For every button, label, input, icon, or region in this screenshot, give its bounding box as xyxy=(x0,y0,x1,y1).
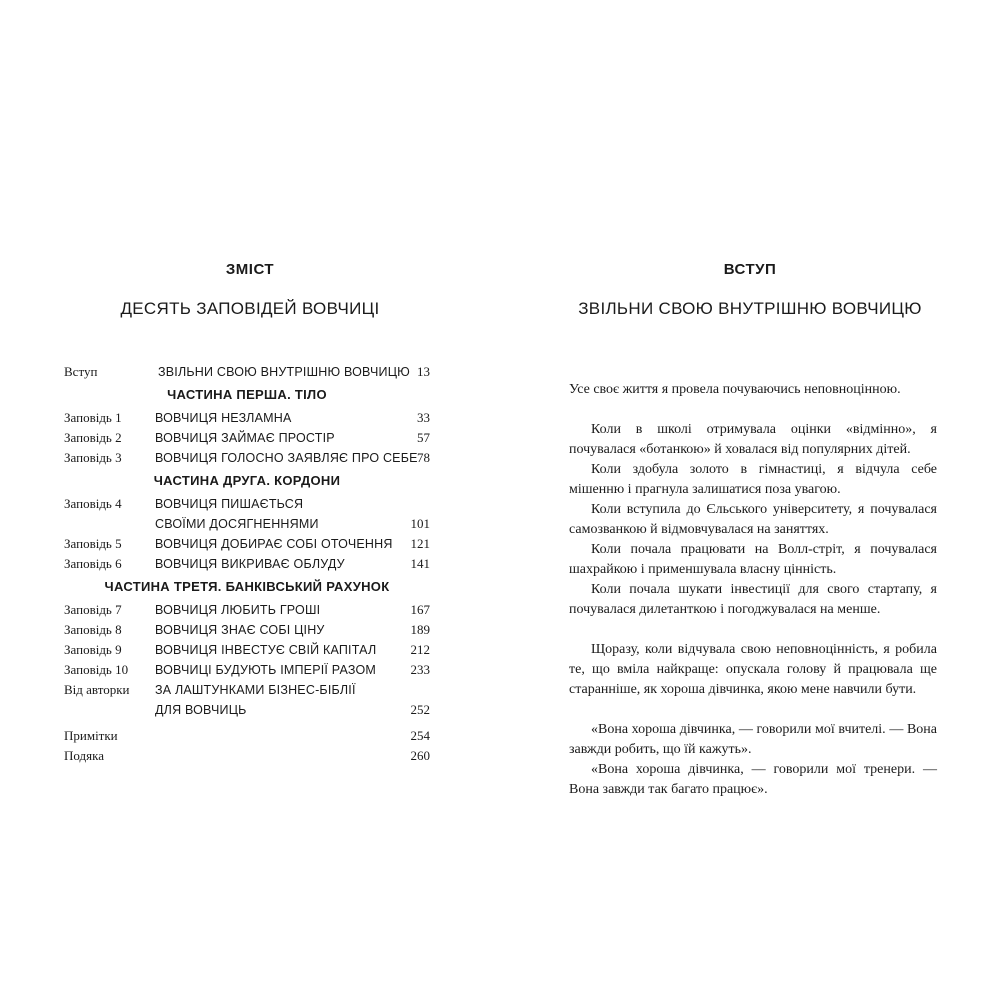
toc-entry-page: 167 xyxy=(410,602,430,617)
toc-entry[interactable] xyxy=(64,600,430,620)
toc-entry-label: Заповідь 3 xyxy=(64,450,122,465)
toc-entry-title: ВОВЧИЦІ БУДУЮТЬ ІМПЕРІЇ РАЗОМ xyxy=(155,663,377,677)
book-subtitle: ДЕСЯТЬ ЗАПОВІДЕЙ ВОВЧИЦІ xyxy=(120,299,380,318)
table-of-contents xyxy=(64,362,430,766)
toc-entry-title: ВОВЧИЦЯ ЗНАЄ СОБІ ЦІНУ xyxy=(155,623,325,637)
toc-entry[interactable] xyxy=(64,534,430,554)
toc-entry-page: 254 xyxy=(410,728,430,743)
toc-entry-label: Вступ xyxy=(64,364,98,379)
toc-entry-page: 33 xyxy=(417,410,430,425)
toc-entry[interactable] xyxy=(64,640,430,660)
toc-entry-title: ВОВЧИЦЯ ПИШАЄТЬСЯ xyxy=(155,497,304,511)
toc-entry-notes[interactable] xyxy=(64,726,430,746)
toc-entry-title: ВОВЧИЦЯ ДОБИРАЄ СОБІ ОТОЧЕННЯ xyxy=(155,537,393,551)
toc-entry-page: 78 xyxy=(417,450,430,465)
toc-entry-title-line2: ДЛЯ ВОВЧИЦЬ xyxy=(155,703,247,717)
toc-entry-page: 13 xyxy=(417,364,430,379)
paragraph: Коли здобула золото в гімнастиці, я відчула себе мішенню і прагнула залишатися поза увагою. xyxy=(569,462,937,497)
paragraph: Щоразу, коли відчувала свою неповноцінність, я робила те, що вміла найкраще: опускала голову й працювала ще старанніше, як хороша дівчинка, якою мене навчили бути. xyxy=(569,642,937,697)
toc-entry-page: 189 xyxy=(410,622,430,637)
paragraph: Коли вступила до Єльського університету, я почувалася самозванкою й відмовчувалася на заняттях. xyxy=(569,502,937,537)
toc-entry-page: 141 xyxy=(410,556,430,571)
toc-entry[interactable] xyxy=(64,620,430,640)
toc-entry-label: Від авторки xyxy=(64,682,130,697)
toc-entry-page: 101 xyxy=(410,516,430,531)
chapter-heading: ВСТУП xyxy=(723,261,777,278)
toc-entry-title: ВОВЧИЦЯ ЗАЙМАЄ ПРОСТІР xyxy=(155,431,335,445)
toc-entry-label: Заповідь 1 xyxy=(64,410,122,425)
toc-entry[interactable] xyxy=(64,448,430,468)
toc-part-3-title: ЧАСТИНА ТРЕТЯ. БАНКІВСЬКИЙ РАХУНОК xyxy=(104,579,390,594)
toc-entry-label: Заповідь 7 xyxy=(64,602,122,617)
toc-part-2-title: ЧАСТИНА ДРУГА. КОРДОНИ xyxy=(153,473,341,488)
paragraph: Коли почала працювати на Волл-стріт, я почувалася шахрайкою і применшувала власну цінність. xyxy=(569,542,937,577)
toc-entry-title: ВОВЧИЦЯ ВИКРИВАЄ ОБЛУДУ xyxy=(155,557,345,571)
toc-entry-page: 212 xyxy=(410,642,430,657)
toc-entry-intro[interactable] xyxy=(64,362,430,382)
toc-entry-label: Заповідь 10 xyxy=(64,662,129,677)
toc-entry-page: 57 xyxy=(417,430,430,445)
toc-entry-label: Заповідь 9 xyxy=(64,642,122,657)
toc-entry-title: ВОВЧИЦЯ ГОЛОСНО ЗАЯВЛЯЄ ПРО СЕБЕ xyxy=(155,451,418,465)
toc-entry-label: Заповідь 5 xyxy=(64,536,122,551)
toc-entry[interactable] xyxy=(64,660,430,680)
paragraph: Усе своє життя я провела почуваючись неповноцінною. xyxy=(569,382,901,397)
paragraph: «Вона хороша дівчинка, — говорили мої вчителі. — Вона завжди робить, що їй кажуть». xyxy=(569,722,937,757)
toc-entry-title: ВОВЧИЦЯ ІНВЕСТУЄ СВІЙ КАПІТАЛ xyxy=(155,643,377,657)
toc-entry[interactable] xyxy=(64,408,430,428)
toc-entry-page: 121 xyxy=(410,536,430,551)
toc-entry[interactable] xyxy=(64,428,430,448)
toc-entry-title: ВОВЧИЦЯ НЕЗЛАМНА xyxy=(155,411,292,425)
toc-entry-title: ВОВЧИЦЯ ЛЮБИТЬ ГРОШІ xyxy=(155,603,321,617)
paragraph: «Вона хороша дівчинка, — говорили мої тренери. — Вона завжди так багато працює». xyxy=(569,762,937,797)
toc-entry-label: Подяка xyxy=(64,748,104,763)
toc-part-1-title: ЧАСТИНА ПЕРША. ТІЛО xyxy=(167,387,327,402)
paragraph: Коли почала шукати інвестиції для свого стартапу, я почувалася дилетанткою і погоджувалася на менше. xyxy=(569,582,937,617)
toc-entry-label: Заповідь 8 xyxy=(64,622,122,637)
chapter-body xyxy=(569,380,937,800)
toc-entry-continued[interactable] xyxy=(64,700,430,720)
toc-entry-title-line2: СВОЇМИ ДОСЯГНЕННЯМИ xyxy=(155,517,319,531)
toc-entry-continued[interactable] xyxy=(64,514,430,534)
toc-entry-title: ЗВІЛЬНИ СВОЮ ВНУТРІШНЮ ВОВЧИЦЮ xyxy=(158,365,410,379)
toc-entry-page: 260 xyxy=(410,748,430,763)
toc-entry-page: 233 xyxy=(410,662,430,677)
chapter-title: ЗВІЛЬНИ СВОЮ ВНУТРІШНЮ ВОВЧИЦЮ xyxy=(578,299,922,318)
toc-entry-page: 252 xyxy=(410,702,430,717)
toc-entry-label: Заповідь 6 xyxy=(64,556,122,571)
toc-entry-label: Заповідь 4 xyxy=(64,496,122,511)
toc-entry-author[interactable] xyxy=(64,680,430,700)
toc-entry-title: ЗА ЛАШТУНКАМИ БІЗНЕС-БІБЛІЇ xyxy=(155,683,356,697)
paragraph: Коли в школі отримувала оцінки «відмінно», я почувалася «ботанкою» й ховалася від популярних дітей. xyxy=(569,422,937,457)
toc-heading: ЗМІСТ xyxy=(225,261,275,278)
toc-entry[interactable] xyxy=(64,494,430,514)
toc-entry-label: Примітки xyxy=(64,728,118,743)
toc-entry-label: Заповідь 2 xyxy=(64,430,122,445)
toc-entry[interactable] xyxy=(64,554,430,574)
toc-entry-thanks[interactable] xyxy=(64,746,430,766)
